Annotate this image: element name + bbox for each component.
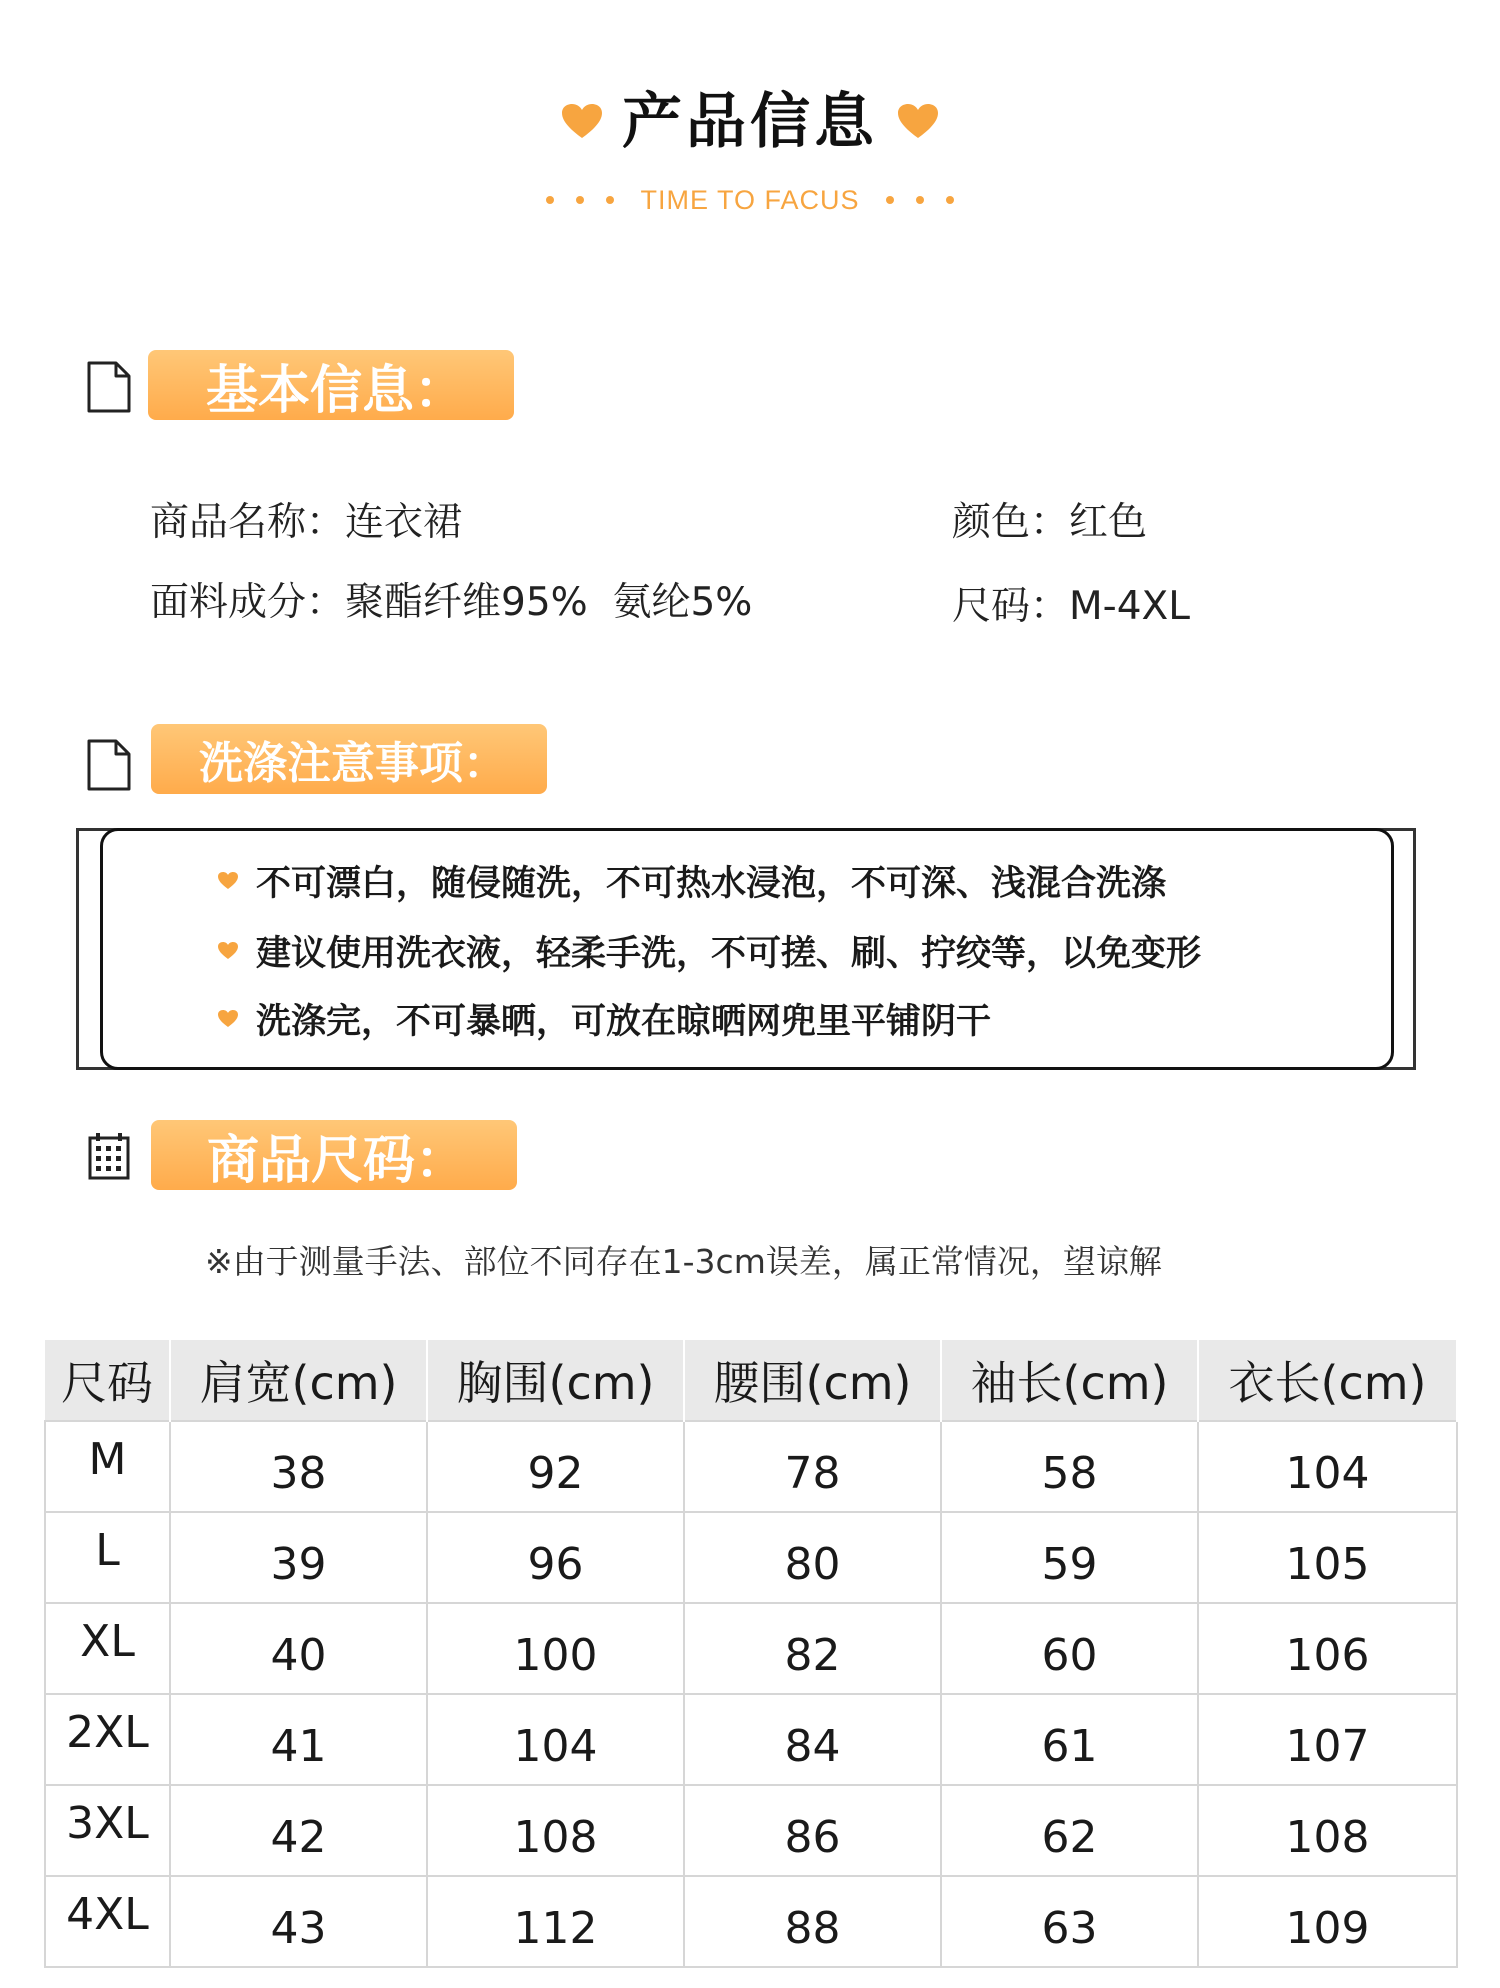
table-cell: 58: [941, 1421, 1198, 1512]
table-cell: 107: [1198, 1694, 1457, 1785]
heart-bullet-icon: [218, 942, 238, 960]
color-value: 红色: [1069, 500, 1148, 545]
table-cell: 82: [684, 1603, 941, 1694]
measurement-note: ※由于测量手法、部位不同存在1-3cm误差，属正常情况，望谅解: [205, 1242, 1162, 1281]
section-label-washing: 洗涤注意事项：: [151, 724, 547, 794]
table-header-row: [45, 1340, 1457, 1421]
size-range-value: M-4XL: [1069, 584, 1190, 629]
subtitle-row: [0, 180, 1500, 220]
table-row: [45, 1603, 1457, 1694]
table-cell: 42: [170, 1785, 427, 1876]
table-cell: 62: [941, 1785, 1198, 1876]
table-header-cell: 尺码: [45, 1340, 170, 1421]
table-cell: 38: [170, 1421, 427, 1512]
table-header-cell: 袖长(cm): [941, 1340, 1198, 1421]
table-cell: 109: [1198, 1876, 1457, 1967]
table-cell: 78: [684, 1421, 941, 1512]
table-cell: 4XL: [45, 1876, 170, 1967]
table-cell: 63: [941, 1876, 1198, 1967]
table-row: [45, 1876, 1457, 1967]
table-header-cell: 衣长(cm): [1198, 1340, 1457, 1421]
washing-item: 不可漂白，随侵随洗，不可热水浸泡，不可深、浅混合洗涤: [218, 856, 1166, 906]
product-name-value: 连衣裙: [345, 500, 463, 545]
table-cell: 84: [684, 1694, 941, 1785]
heart-icon: [898, 104, 938, 140]
table-header-cell: 胸围(cm): [427, 1340, 684, 1421]
table-cell: 108: [427, 1785, 684, 1876]
table-cell: 112: [427, 1876, 684, 1967]
color-label: 颜色：: [952, 500, 1070, 545]
table-cell: 61: [941, 1694, 1198, 1785]
table-cell: 86: [684, 1785, 941, 1876]
decorative-dots: [546, 196, 614, 204]
table-cell: 104: [427, 1694, 684, 1785]
decorative-dots: [886, 196, 954, 204]
document-icon: [86, 360, 132, 414]
table-cell: 59: [941, 1512, 1198, 1603]
table-cell: 80: [684, 1512, 941, 1603]
title-row: [0, 82, 1500, 162]
page-subtitle: TIME TO FACUS: [640, 184, 860, 215]
color-row: [952, 498, 1147, 548]
table-row: [45, 1785, 1457, 1876]
table-cell: M: [45, 1421, 170, 1512]
table-cell: 100: [427, 1603, 684, 1694]
table-cell: 39: [170, 1512, 427, 1603]
table-cell: 105: [1198, 1512, 1457, 1603]
table-cell: 104: [1198, 1421, 1457, 1512]
size-range-label: 尺码：: [952, 584, 1070, 629]
table-cell: 43: [170, 1876, 427, 1967]
product-name-label: 商品名称：: [150, 500, 346, 545]
washing-item: 建议使用洗衣液，轻柔手洗，不可搓、刷、拧绞等，以免变形: [218, 926, 1201, 976]
table-cell: XL: [45, 1603, 170, 1694]
size-range-row: [952, 582, 1190, 632]
fabric-row: [150, 578, 752, 628]
table-cell: 3XL: [45, 1785, 170, 1876]
fabric-value: 聚酯纤维95% 氨纶5%: [345, 580, 753, 625]
table-cell: 88: [684, 1876, 941, 1967]
table-cell: 2XL: [45, 1694, 170, 1785]
table-cell: 92: [427, 1421, 684, 1512]
table-cell: 106: [1198, 1603, 1457, 1694]
document-icon: [86, 738, 132, 792]
washing-item: 洗涤完，不可暴晒，可放在晾晒网兜里平铺阴干: [218, 994, 991, 1044]
size-table: [44, 1340, 1458, 1968]
page-title: 产品信息: [622, 87, 878, 157]
product-name-row: [150, 498, 462, 548]
table-cell: L: [45, 1512, 170, 1603]
table-row: [45, 1421, 1457, 1512]
section-label-sizes: 商品尺码：: [151, 1120, 517, 1190]
heart-bullet-icon: [218, 872, 238, 890]
fabric-label: 面料成分：: [150, 580, 346, 625]
table-cell: 96: [427, 1512, 684, 1603]
table-cell: 108: [1198, 1785, 1457, 1876]
heart-bullet-icon: [218, 1010, 238, 1028]
table-header-cell: 腰围(cm): [684, 1340, 941, 1421]
table-cell: 41: [170, 1694, 427, 1785]
table-cell: 60: [941, 1603, 1198, 1694]
calendar-grid-icon: [88, 1132, 130, 1180]
table-header-cell: 肩宽(cm): [170, 1340, 427, 1421]
table-row: [45, 1512, 1457, 1603]
table-cell: 40: [170, 1603, 427, 1694]
section-label-basic-info: 基本信息：: [148, 350, 514, 420]
heart-icon: [562, 104, 602, 140]
table-row: [45, 1694, 1457, 1785]
